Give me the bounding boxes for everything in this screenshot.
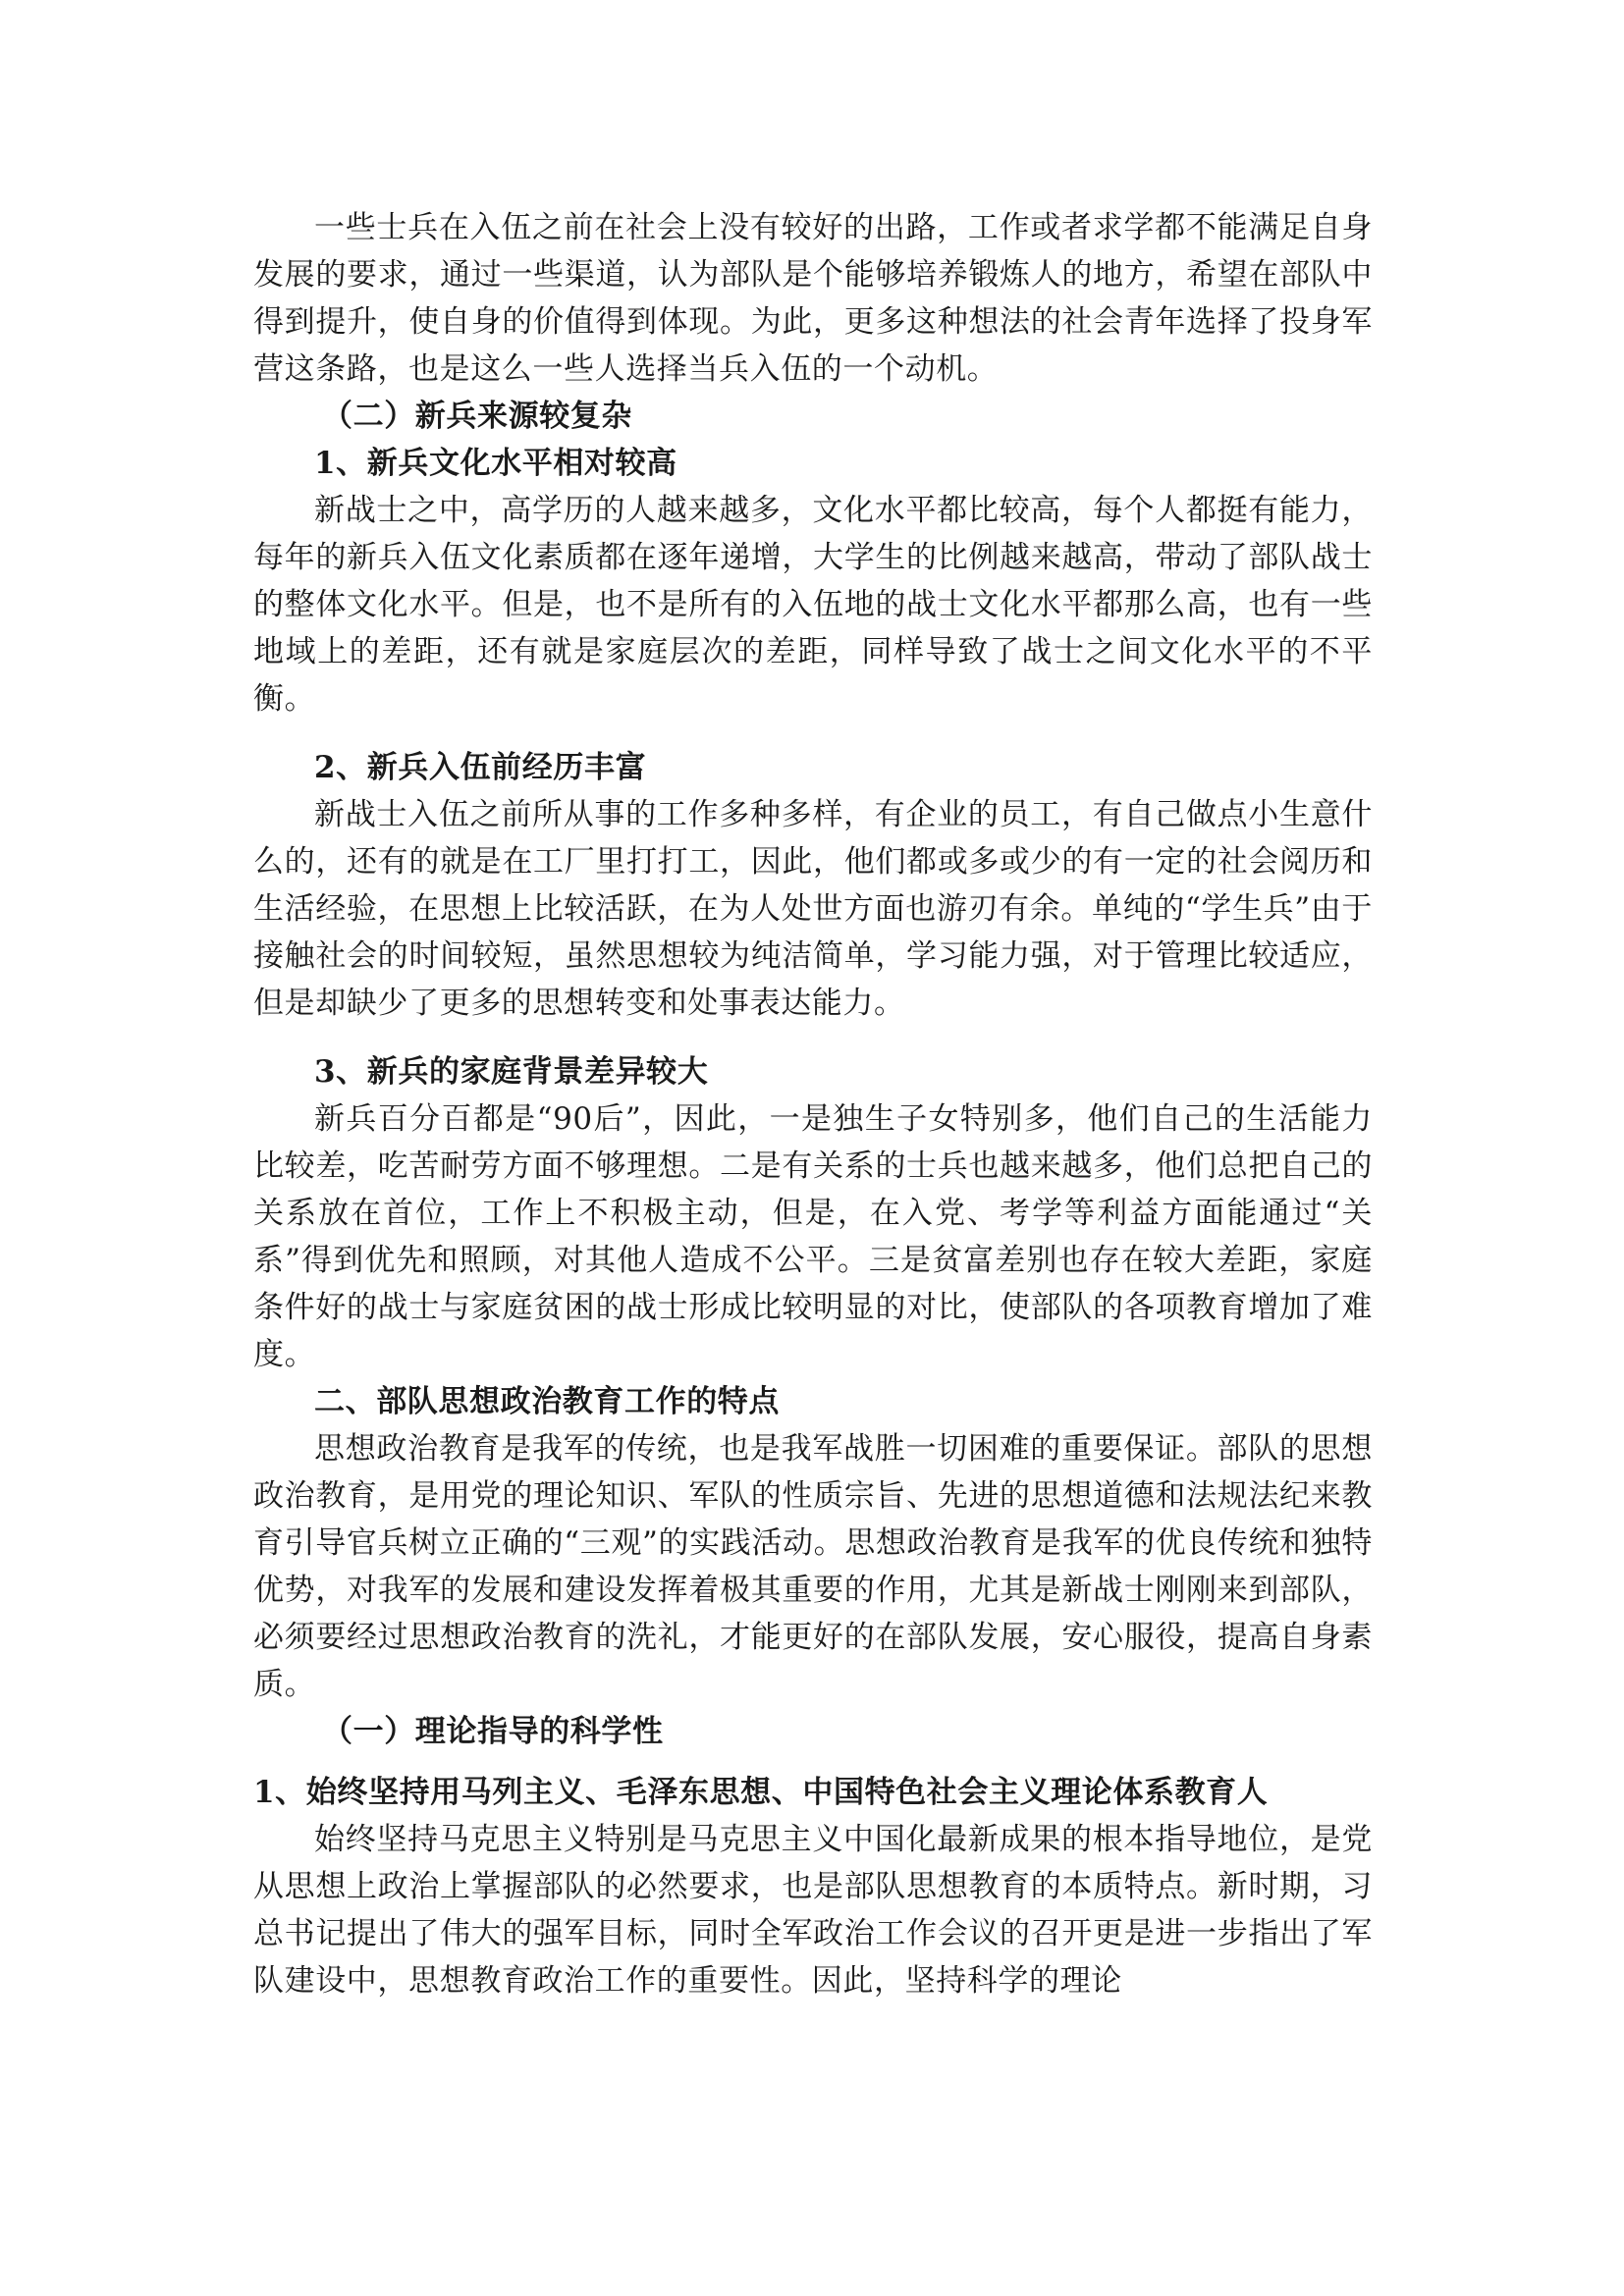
paragraph-cultural-level: 新战士之中，高学历的人越来越多，文化水平都比较高，每个人都挺有能力，每年的新兵入伍文化素质都在逐年递增，大学生的比例越来越高，带动了部队战士的整体文化水平。但是，也不是所有的入伍地的战士文化水平都那么高，也有一些地域上的差距，还有就是家庭层次的差距，同样导致了战士之间文化水平的不平衡。 (253, 493, 1373, 717)
paragraph-education-features: 思想政治教育是我军的传统，也是我军战胜一切困难的重要保证。部队的思想政治教育，是用党的理论知识、军队的性质宗旨、先进的思想道德和法规法纪来教育引导官兵树立正确的“三观”的实践活动。思想政治教育是我军的优良传统和独特优势，对我军的发展和建设发挥着极其重要的作用，尤其是新战士刚刚来到部队，必须要经过思想政治教育的洗礼，才能更好的在部队发展，安心服役，提高自身素质。 (253, 1431, 1373, 1702)
heading-marxism: 1、始终坚持用马列主义、毛泽东思想、中国特色社会主义理论体系教育人 (253, 1775, 1269, 1810)
heading-experience: 2、新兵入伍前经历丰富 (314, 750, 647, 785)
heading-cultural-level: 1、新兵文化水平相对较高 (314, 446, 677, 481)
heading-education-features: 二、部队思想政治教育工作的特点 (314, 1384, 780, 1419)
document-page (253, 204, 1373, 2004)
paragraph-experience: 新战士入伍之前所从事的工作多种多样，有企业的员工，有自己做点小生意什么的，还有的就是在工厂里打打工，因此，他们都或多或少的有一定的社会阅历和生活经验，在思想上比较活跃，在为人处世方面也游刃有余。单纯的“学生兵”由于接触社会的时间较短，虽然思想较为纯洁简单，学习能力强，对于管理比较适应，但是却缺少了更多的思想转变和处事表达能力。 (253, 797, 1373, 1021)
paragraph-motivation: 一些士兵在入伍之前在社会上没有较好的出路，工作或者求学都不能满足自身发展的要求，通过一些渠道，认为部队是个能够培养锻炼人的地方，希望在部队中得到提升，使自身的价值得到体现。为此，更多这种想法的社会青年选择了投身军营这条路，也是这么一些人选择当兵入伍的一个动机。 (253, 210, 1373, 387)
heading-family-background: 3、新兵的家庭背景差异较大 (314, 1054, 709, 1090)
paragraph-marxism: 始终坚持马克思主义特别是马克思主义中国化最新成果的根本指导地位，是党从思想上政治上掌握部队的必然要求，也是部队思想教育的本质特点。新时期，习总书记提出了伟大的强军目标，同时全军政治工作会议的召开更是进一步指出了军队建设中，思想教育政治工作的重要性。因此，坚持科学的理论 (253, 1822, 1373, 1999)
heading-recruit-sources: （二）新兵来源较复杂 (322, 399, 632, 434)
heading-theory-guidance: （一）理论指导的科学性 (322, 1714, 664, 1749)
paragraph-family-background: 新兵百分百都是“90后”，因此，一是独生子女特别多，他们自己的生活能力比较差，吃苦耐劳方面不够理想。二是有关系的士兵也越来越多，他们总把自己的关系放在首位，工作上不积极主动，但是，在入党、考学等利益方面能通过“关系”得到优先和照顾，对其他人造成不公平。三是贫富差别也存在较大差距，家庭条件好的战士与家庭贫困的战士形成比较明显的对比，使部队的各项教育增加了难度。 (253, 1101, 1373, 1372)
